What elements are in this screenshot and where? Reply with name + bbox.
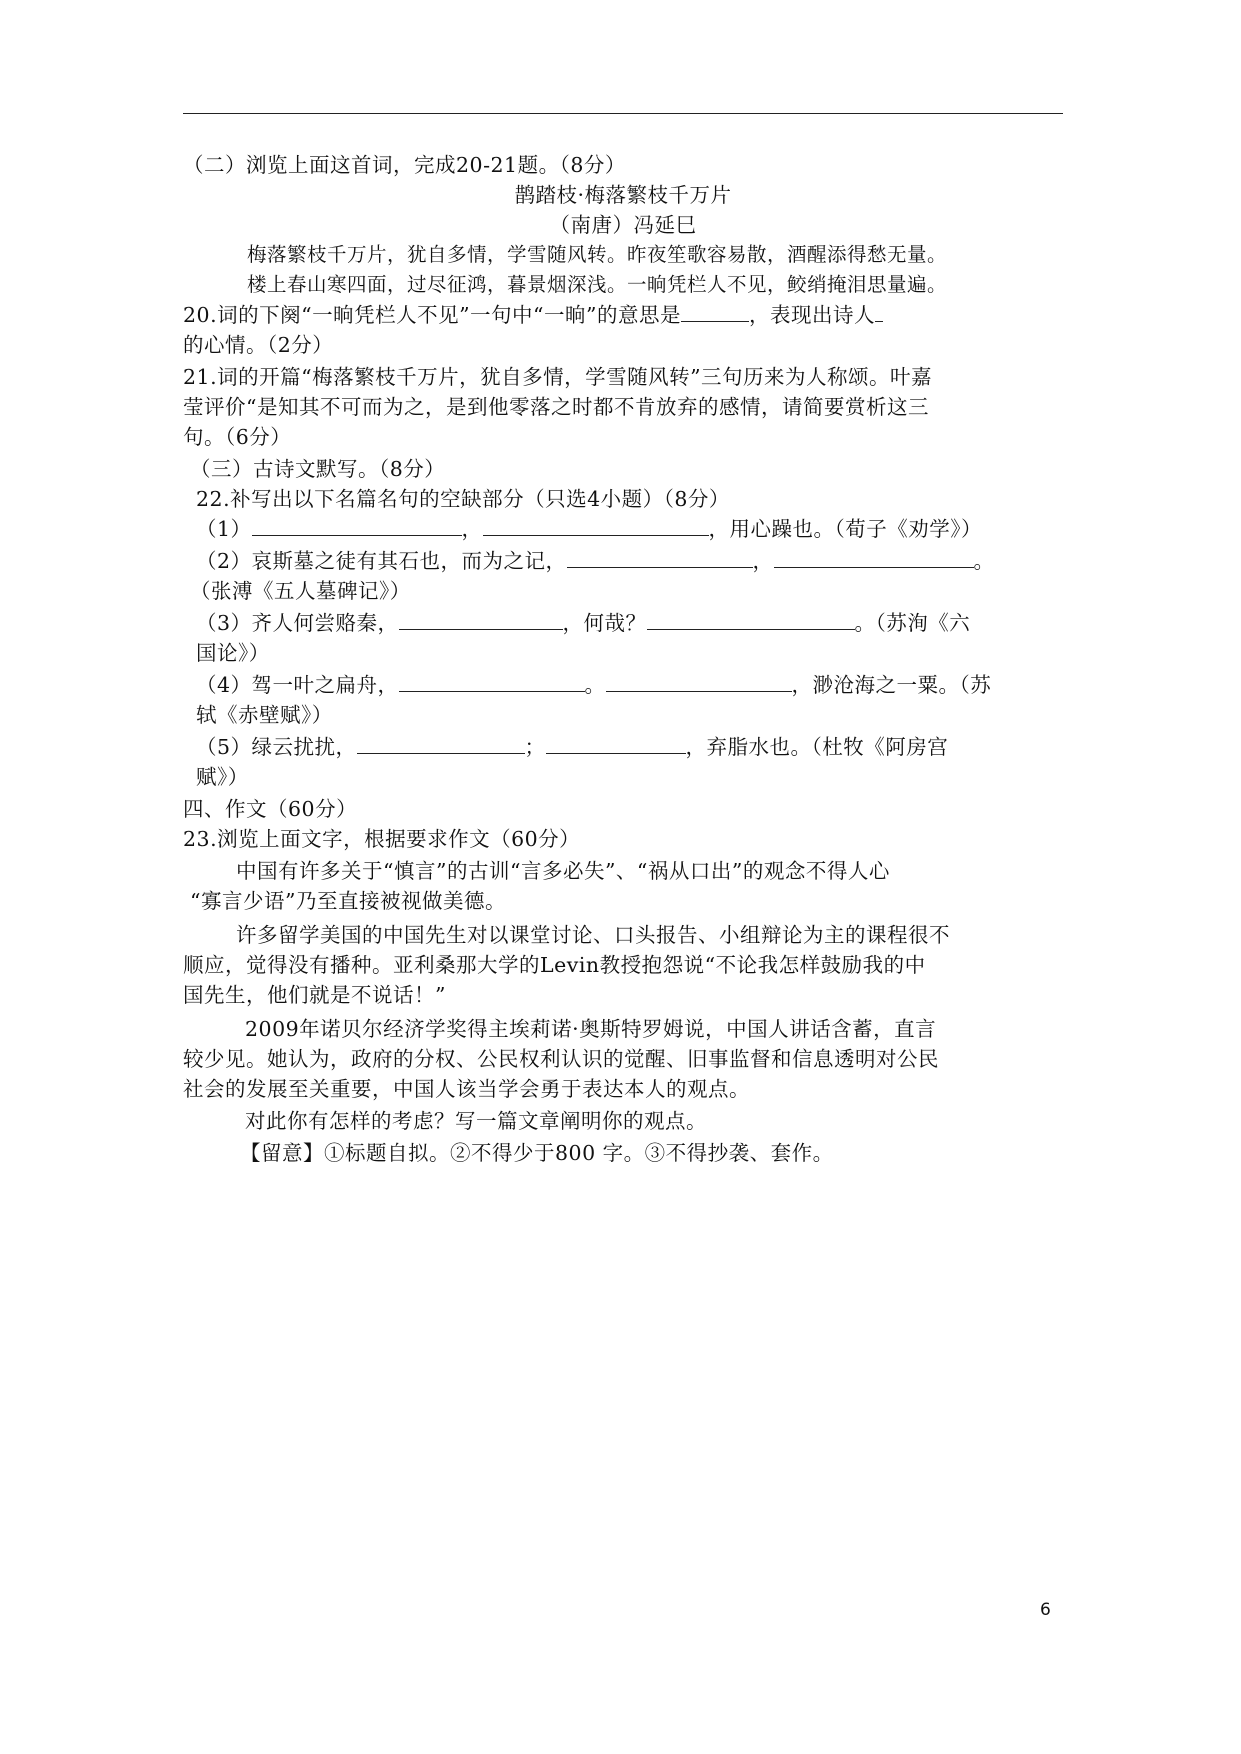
essay-para-2-line-1: 许多留学美国的中国先生对以课堂讨论、口头报告、小组辩论为主的课程很不 <box>236 923 950 947</box>
item5-text: （5）绿云扰扰， <box>196 735 357 759</box>
item3-tail: 。（苏洵《六 <box>854 611 971 635</box>
item3-blank-2[interactable] <box>647 609 855 630</box>
q20-answer-blank-2[interactable] <box>875 301 883 322</box>
item1-number: （1） <box>196 517 252 541</box>
section2-heading: （二）浏览上面这首词，完成20-21题。（8分） <box>183 153 626 177</box>
item3-text: （3）齐人何尝赂秦， <box>196 611 399 635</box>
item5-blank-1[interactable] <box>357 733 525 754</box>
poem-author: （南唐）冯延巳 <box>549 213 697 237</box>
header-rule <box>183 113 1063 114</box>
essay-para-2-line-3: 国先生，他们就是不说话！” <box>183 983 446 1007</box>
item2-text: （2）哀斯墓之徒有其石也，而为之记， <box>196 549 567 573</box>
poem-line-1: 梅落繁枝千万片，犹自多情，学雪随风转。昨夜笙歌容易散，酒醒添得愁无量。 <box>247 243 948 266</box>
essay-para-3-line-1: 2009年诺贝尔经济学奖得主埃莉诺·奥斯特罗姆说，中国人讲话含蓄，直言 <box>245 1017 937 1041</box>
recite-item-3 <box>196 608 970 638</box>
essay-para-2-line-2: 顺应，觉得没有播种。亚利桑那大学的Levin教授抱怨说“不论我怎样鼓励我的中 <box>183 953 926 977</box>
question-20-end: 的心情。（2分） <box>183 333 334 357</box>
essay-para-1-line-1: 中国有许多关于“慎言”的古训“言多必失”、“祸从口出”的观念不得人心 <box>236 859 890 883</box>
item5-blank-2[interactable] <box>546 733 686 754</box>
item4-sep: 。 <box>584 673 606 697</box>
recite-item-2-source: （张溥《五人墓碑记》） <box>190 579 411 603</box>
item3-blank-1[interactable] <box>399 609 563 630</box>
q20-text-b: ，表现出诗人 <box>749 303 876 327</box>
item4-blank-1[interactable] <box>399 671 585 692</box>
recite-item-4 <box>196 670 991 700</box>
item5-sep: ； <box>524 735 546 759</box>
item3-mid: ，何哉？ <box>562 611 647 635</box>
item1-blank-1[interactable] <box>252 515 462 536</box>
recite-item-2 <box>196 546 995 576</box>
essay-note: 【留意】①标题自拟。②不得少于800 字。③不得抄袭、套作。 <box>240 1141 834 1165</box>
item1-blank-2[interactable] <box>483 515 709 536</box>
recite-item-5-source: 赋》） <box>196 765 249 789</box>
item4-blank-2[interactable] <box>606 671 792 692</box>
question-22: 22.补写出以下名篇名句的空缺部分（只选4小题）（8分） <box>196 487 730 511</box>
item4-tail: ，渺沧海之一粟。（苏 <box>791 673 992 697</box>
question-21-line-1: 21.词的开篇“梅落繁枝千万片，犹自多情，学雪随风转”三句历来为人称颂。叶嘉 <box>183 365 933 389</box>
item2-blank-1[interactable] <box>567 547 753 568</box>
recite-item-1 <box>196 514 982 544</box>
poem-title: 鹊踏枝·梅落繁枝千万片 <box>514 183 732 207</box>
essay-para-4: 对此你有怎样的考虑？写一篇文章阐明你的观点。 <box>245 1109 707 1133</box>
question-21-line-3: 句。（6分） <box>183 425 292 449</box>
question-23: 23.浏览上面文字，根据要求作文（60分） <box>183 827 581 851</box>
page-number: 6 <box>1040 1600 1051 1620</box>
item1-tail: ，用心躁也。（荀子《劝学》） <box>708 517 983 541</box>
q20-answer-blank[interactable] <box>681 301 749 322</box>
item4-text: （4）驾一叶之扁舟， <box>196 673 399 697</box>
essay-para-3-line-3: 社会的发展至关重要，中国人该当学会勇于表达本人的观点。 <box>183 1077 750 1101</box>
recite-item-3-source: 国论》） <box>196 641 270 665</box>
question-21-line-2: 莹评价“是知其不可而为之，是到他零落之时都不肯放弃的感情，请简要赏析这三 <box>183 395 929 419</box>
poem-line-2: 楼上春山寒四面，过尽征鸿，暮景烟深浅。一晌凭栏人不见，鲛绡掩泪思量遍。 <box>247 273 948 296</box>
item2-sep: ， <box>752 549 774 573</box>
question-20 <box>183 300 883 330</box>
recite-item-4-source: 轼《赤壁赋》） <box>196 703 333 727</box>
section3-heading: （三）古诗文默写。（8分） <box>190 457 446 481</box>
recite-item-5 <box>196 732 948 762</box>
item2-blank-2[interactable] <box>774 547 974 568</box>
essay-para-1-line-2: “寡言少语”乃至直接被视做美德。 <box>190 889 506 913</box>
essay-para-3-line-2: 较少见。她认为，政府的分权、公民权利认识的觉醒、旧事监督和信息透明对公民 <box>183 1047 939 1071</box>
q20-text-a: 20.词的下阕“一晌凭栏人不见”一句中“一晌”的意思是 <box>183 303 682 327</box>
item2-end: 。 <box>973 549 995 573</box>
section4-heading: 四、作文（60分） <box>183 797 358 821</box>
item5-tail: ，弃脂水也。（杜牧《阿房宫 <box>685 735 949 759</box>
item1-sep: ， <box>461 517 483 541</box>
